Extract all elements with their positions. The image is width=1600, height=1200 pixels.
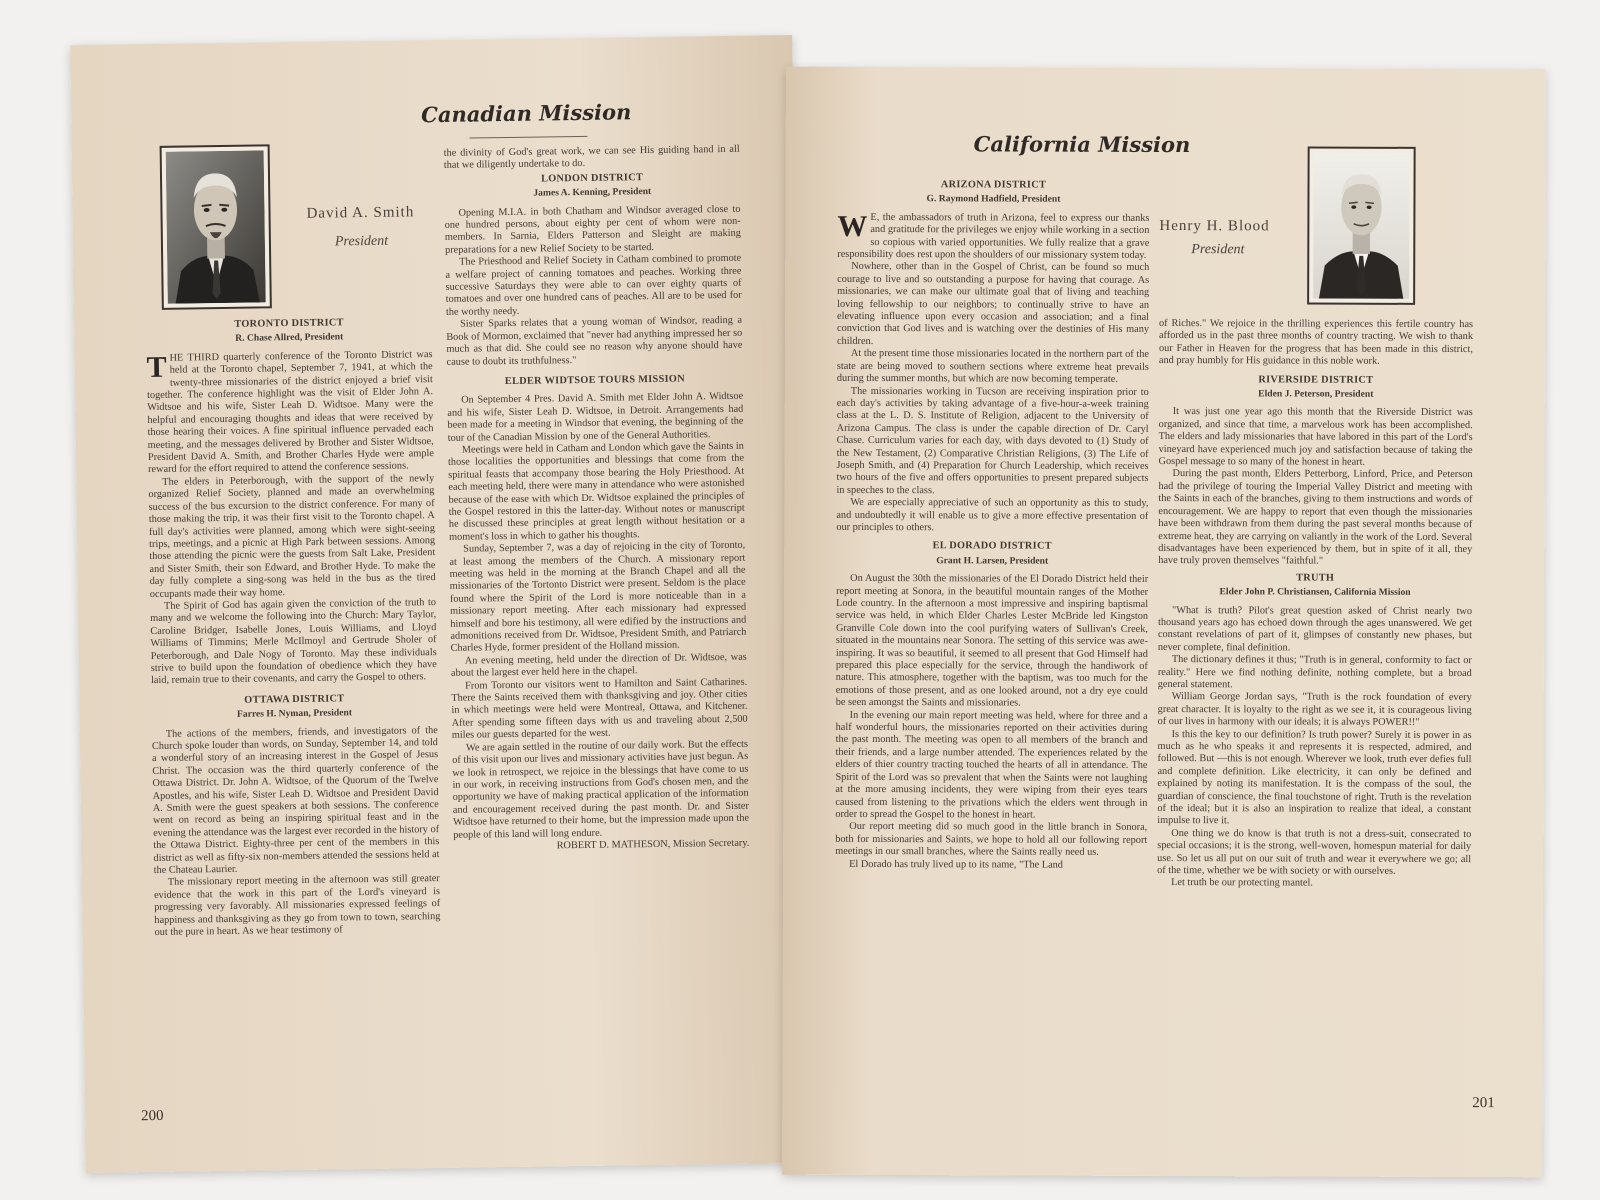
ottawa-paragraph-1: The actions of the members, friends, and investigators of the Church spoke louder than words, on Sunday, September 14, and told a wonderful story of an increasing interest in the Gospel of Jesus Christ. The occasion was the third quarterly conference of the Ottawa District. Dr. John A. Widtsoe, of the Quorum of the Twelve Apostles, and his wife, Sister Leah D. Widtsoe and President David A. Smith were the guest speakers at both sessions. The conference went on record as being an inspiring spiritual feast and in the evening the attendance was the largest ever recorded in the history of the Ottawa District. Eighty-three per cent of the members in this district as well as fifty-six non-members attended the sessions held at the Chateau Laurier.	[151, 724, 440, 877]
tour-paragraph-6: We are again settled in the routine of our daily work. But the effects of this visit upon our lives and missionary activities have just begun. As we look in retrospect, we rejoice in the blessings that have come to us in our work, in receiving instructions from God's chosen men, and the opportunity we have of making practical application of the information and encouragement received during the past month. Dr. and Sister Widtsoe have returned to their home, but the impression made upon the people of this land will long endure.	[452, 738, 750, 841]
continued-paragraph: of Riches." We rejoice in the thrilling experiences this fertile country has afforded us in the past three months of country tracting. We wish to thank our Father in Heaven for the progress that has been made in this district, and pray humbly for His guidance in this noble work.	[1158, 317, 1474, 367]
page-number-right: 201	[1472, 1095, 1495, 1112]
toronto-dropcap: T	[146, 350, 167, 384]
tour-paragraph-3: Sunday, September 7, was a day of rejoicing in the city of Toronto, at least among the members of the Church. A missionary report meeting was held in the morning at the Branch Chapel and all the missionaries of the Tortonto District were present. Seldom is the place found where the Spirit of the Lord is more noticeable than in a missionary report meeting. After each missionary had expressed himself and bore his testimony, all were edified by the instructions and admonitions received from Dr. Widtsoe, President Smith, and Patriarch Charles Hyde, former president of the Holland mission.	[449, 539, 747, 655]
page-number-left: 200	[141, 1107, 164, 1125]
toronto-paragraph-3: The Spirit of God has again given the conviction of the truth to many and we welcome the following into the Church: Mary Taylor, Caroline Bridger, Isabelle Jones, Louis Williams, and Lloyd Williams of Timmins; Merle McIlmoyl and Gertrude Sholer of Peterborough, and Dale Nogy of Toronto. May these individuals strive to build upon the foundation of obedience which they have laid, remain true to their covenants, and carry the Gospel to others.	[150, 596, 437, 687]
arizona-district-heading: ARIZONA DISTRICT	[940, 179, 1047, 191]
truth-paragraph-4: Is this the key to our definition? Is truth power? Surely it is power in as much as he who speaks it and represents it is respected, admired, and followed. But —this is not enough. Wherever we look, truth ever defies full and complete definition. Like electricity, it can only be defined and explained by noting its manifestation. It is the compass of the soul, the guardian of conscience, the final touchstone of right. Truth is the revelation of the ideal; but it is also an inspiration to realize that ideal, a constant impulse to live it.	[1157, 728, 1472, 827]
el-dorado-district-heading: EL DORADO DISTRICT	[932, 540, 1052, 552]
london-paragraph-2: The Priesthood and Relief Society in Catham combined to promote a welfare project of canning tomatoes and peaches. Working three successive Saturdays they were able to can over eighty quarts of tomatoes and over one hundred cans of peaches. All are to be used for the worthy needy.	[445, 252, 742, 318]
right-column-1	[835, 177, 1149, 872]
left-page	[70, 35, 808, 1173]
right-mission-title: California Mission	[973, 131, 1191, 158]
el-dorado-paragraph-2: In the evening our main report meeting was held, where for three and a half wonderful hours, the missionaries reported on their activities during the past month. The meeting was open to all members of the branch and their friends, and a large number attended. The experiences related by the elders of thier country tracting touched the hearts of all in attendance. The Spirit of the Lord was so prevalent that when the Saints were not laughing at the more amusing incidents, they were wiping from their eyes tears caused from listening to the privations which the elders went through in order to spread the Gospel to the honest in heart.	[835, 709, 1148, 821]
truth-paragraph-6: Let truth be our protecting mantel.	[1171, 877, 1313, 889]
truth-heading: TRUTH	[1296, 572, 1335, 584]
president-role: President	[334, 233, 389, 250]
arizona-paragraph-1: W E, the ambassadors of truth in Arizona, feel to express our thanks and gratitude for the privileges we enjoy while working in a section so copious with varied opportunities. We fully realize that a grave responsibility does rest upon the shoulders of our missionary system today.	[837, 209, 1150, 261]
toronto-district-president: R. Chase Allred, President	[235, 331, 344, 345]
arizona-paragraph-4: The missionaries working in Tucson are receiving inspiration prior to each day's activities by taking advantage of a five-hour-a-week training class at the L. D. S. Institute of Religion, adjacent to the University of Arizona Campus. The class is under the capable direction of Dr. Caryl Chase. Curriculum varies for each day, with days devoted to (1) Study of the New Testament, (2) Comparative Christian Religions, (3) The Life of Joseph Smith, and (4) Preparation for Church Leadership, which receives two hours of the five and offers opportunities to present prepared subjects in speeches to the class.	[836, 385, 1149, 496]
london-paragraph-3: Sister Sparks relates that a young woman of Windsor, reading a Book of Mormon, exclaimed that "never had anything impressed her so much as that did. She could see no reason why anyone should have cause to doubt its truthfulness."	[446, 315, 743, 368]
tour-paragraph-1: On September 4 Pres. David A. Smith met Elder John A. Widtsoe and his wife, Sister Leah D. Widtsoe, in Detroit. Arrangements had been made for a meeting in Windsor that evening, the beginning of the tour of the Canadian Mission by one of the General Authorities.	[447, 391, 744, 444]
right-page	[782, 67, 1546, 1178]
toronto-paragraph-1: THE THIRD quarterly conference of the Toronto District was held at the Toronto chapel, September 7, 1941, at which the twenty-three missionaries of the district enjoyed a brief visit together. The conference highlight was the visit of Elder John A. Widtsoe and his wife, Sister Leah D. Widtsoe. Many were the helpful and encouraging thoughts and ideas that were received by those hearing their voices. A fine spiritual influence pervaded each meeting, and the messages delivered by Brother and Sister Widtsoe, President David A. Smith, and Brother Charles Hyde were ample reward for the effort required to attend the conference sessions.	[146, 348, 434, 476]
truth-paragraph-1: "What is truth? Pilot's great question asked of Christ nearly two thousand years ago has echoed down through the ages unanswered. We get constant revelations of part of it, glimpses of constantly new phases, but never complete, final definition.	[1157, 604, 1473, 654]
arizona-paragraph-2: Nowhere, other than in the Gospel of Christ, can be found so much courage to live and so outstanding a purpose for having that courage. As missionaries, we can make our ultimate goal that of living and teaching loving fellowship to our neighbors; to continually strive to have an elevating influence upon every occasion and association; and a final conviction that God lives and is watching over the destinies of His many children.	[836, 261, 1150, 347]
el-dorado-paragraph-3: Our report meeting did so much good in the little branch in Sonora, both for missionaries and Saints, we hope to hold all our following report meetings in our small branches, where the Saints really need us.	[835, 821, 1148, 858]
arizona-dropcap: W	[837, 209, 868, 243]
truth-paragraph-3: William George Jordan says, "Truth is the rock foundation of every great character. It is loyalty to the right as we see it, it is courageous living of our lives in harmony with our ideals; it is always POWER!!"	[1157, 691, 1472, 729]
ottawa-paragraph-2: The missionary report meeting in the afternoon was still greater evidence that the work in this part of the Lord's vineyard is progressing very favorably. All missionaries expressed feelings of happiness and thanksgiving as they go from town to town, searching out the pure in heart. As we hear testimony of	[153, 873, 441, 939]
el-dorado-district-president: Grant H. Larsen, President	[936, 554, 1049, 567]
arizona-paragraph-5: We are especially appreciative of such an opportunity as this to study, and undoubtedly it will enable us to give a more effective presentation of our principles to others.	[836, 497, 1149, 534]
president-portrait-photo	[1307, 146, 1416, 304]
truth-author: Elder John P. Christiansen, California Mission	[1219, 586, 1411, 598]
london-district-heading: LONDON DISTRICT	[540, 171, 644, 185]
mission-secretary-signature: ROBERT D. MATHESON, Mission Secretary.	[556, 837, 750, 852]
arizona-district-president: G. Raymond Hadfield, President	[926, 193, 1061, 206]
left-mission-title: Canadian Mission	[420, 99, 632, 128]
widtsoe-tour-heading: ELDER WIDTSOE TOURS MISSION	[504, 373, 685, 387]
toronto-paragraph-2: The elders in Peterborough, with the support of the newly organized Relief Society, planned and made an overwhelming success of the bus excursion to the district conference. For many of those making the trip, it was their first visit to the Toronto chapel. A full day's activities were planned, among which were sight-seeing trips, meetings, and a picnic at High Park between sessions. Among those attending the picnic were the guests from Salt Lake, President and Sister Smith, their son Edward, and Brother Hyde. To make the day fully complete a sing-song was held in the bus as the tired occupants made their way home.	[148, 472, 436, 600]
ottawa-district-president: Farres H. Nyman, President	[236, 707, 353, 721]
president-name: Henry H. Blood	[1159, 217, 1270, 235]
ottawa-district-heading: OTTAWA DISTRICT	[244, 693, 345, 706]
riverside-paragraph-1: It was just one year ago this month that the Riverside District was organized, and since that time, a marvelous work has been accomplished. The elders and lady missionaries that have labored in this part of the Lord's vineyard have experienced much joy and satisfaction because of taking the Gospel message to so many of the honest in heart.	[1158, 406, 1473, 468]
riverside-paragraph-2: During the past month, Elders Petterborg, Linford, Price, and Peterson had the privilege of touring the Imperial Valley District and meeting with the Saints in each of the branches, giving to them instructions and words of encouragement. We are happy to report that even though the missionaries have been withdrawn from them during the past several months because of extreme heat, they are carrying on valiantly in the work of the Lord. Several disadvantages have been experienced by them, but in spite of it all, they have truly proven themselves "faithful."	[1158, 468, 1473, 567]
el-dorado-paragraph-4: El Dorado has truly lived up to its name, "The Land	[849, 858, 1063, 871]
london-district-president: James A. Kenning, President	[533, 186, 652, 199]
london-paragraph-1: Opening M.I.A. in both Chatham and Windsor averaged close to one hundred persons, about eighty per cent of whom were non-members. In Sarnia, Elders Patterson and Sleight are making preparations for a new Relief Society to be started.	[444, 203, 741, 256]
president-portrait-photo	[160, 144, 272, 310]
truth-paragraph-2: The dictionary defines it thus; "Truth is in general, conformity to fact or reality." Here we find nothing definite, nothing complete, but a broad general statement.	[1157, 654, 1472, 691]
tour-paragraph-5: From Toronto our visitors went to Hamilton and Saint Catharines. There the Saints received them with thanksgiving and joy. Other cities in which meetings were held were Montreal, Ottawa, and Kitchener. After spending some fifteen days with us and traveling about 2,500 miles our guests departed for the west.	[451, 676, 748, 742]
tour-paragraph-2: Meetings were held in Catham and London which gave the Saints in those localities the opportunities and blessings that come from the spiritual feasts that accompany those bearing the Holy Priesthood. At each meeting held, there were many in attendance who were astonished because of the ease with which Dr. Widtsoe explained the principles of the Gospel restored in this the latter-day. Without notes or manuscript he discussed these principles at great length without hesitation or a moment's loss in which to gather his thoughts.	[447, 440, 745, 543]
toronto-district-heading: TORONTO DISTRICT	[234, 317, 344, 330]
president-name: David A. Smith	[306, 204, 415, 222]
left-column-1	[146, 314, 441, 939]
truth-paragraph-5: One thing we do know is that truth is not a dress-suit, consecrated to special occasions; it is the strong, well-woven, homespun material for daily use. So let us all put on our suit of truth and wear it everywhere we go; all of the time, whether we be with society or with ourselves.	[1157, 827, 1472, 877]
el-dorado-paragraph-1: On August the 30th the missionaries of the El Dorado District held their report meeting at Sonora, in the beautiful mountain ranges of the Mother Lode country. In the afternoon a most impressive and inspiring baptismal service was held, in which Elder Charles Lester McBride led Kingston Granville Cole down into the cool purifying waters of Sullivan's Creek, situated in the mountains near Sonora. The setting of this service was awe-inspiring. It was so beautiful, it seemed to all present that God Himself had prepared this place especially for the service, through the handiwork of nature. This atmosphere, together with the baptism, was too much for the emotions of those present, and as one looked around, not a dry eye could be seen amongst the Saints and missionaries.	[835, 573, 1149, 709]
arizona-paragraph-3: At the present time those missionaries located in the northern part of the state are being moved to southern sections where extreme heat prevails during the summer months, but which are now becoming temperate.	[836, 348, 1149, 385]
tour-paragraph-4: An evening meeting, held under the direction of Dr. Widtsoe, was about the largest ever held here in the chapel.	[450, 651, 747, 680]
left-column-2	[444, 144, 750, 854]
continued-paragraph: the divinity of God's great work, we can see His guiding hand in all that we diligently undertake to do.	[443, 143, 740, 172]
right-column-2	[1157, 318, 1473, 891]
left-title-rule	[469, 136, 587, 139]
riverside-district-heading: RIVERSIDE DISTRICT	[1258, 373, 1374, 386]
president-role: President	[1191, 242, 1245, 258]
riverside-district-president: Elden J. Peterson, President	[1258, 388, 1374, 400]
